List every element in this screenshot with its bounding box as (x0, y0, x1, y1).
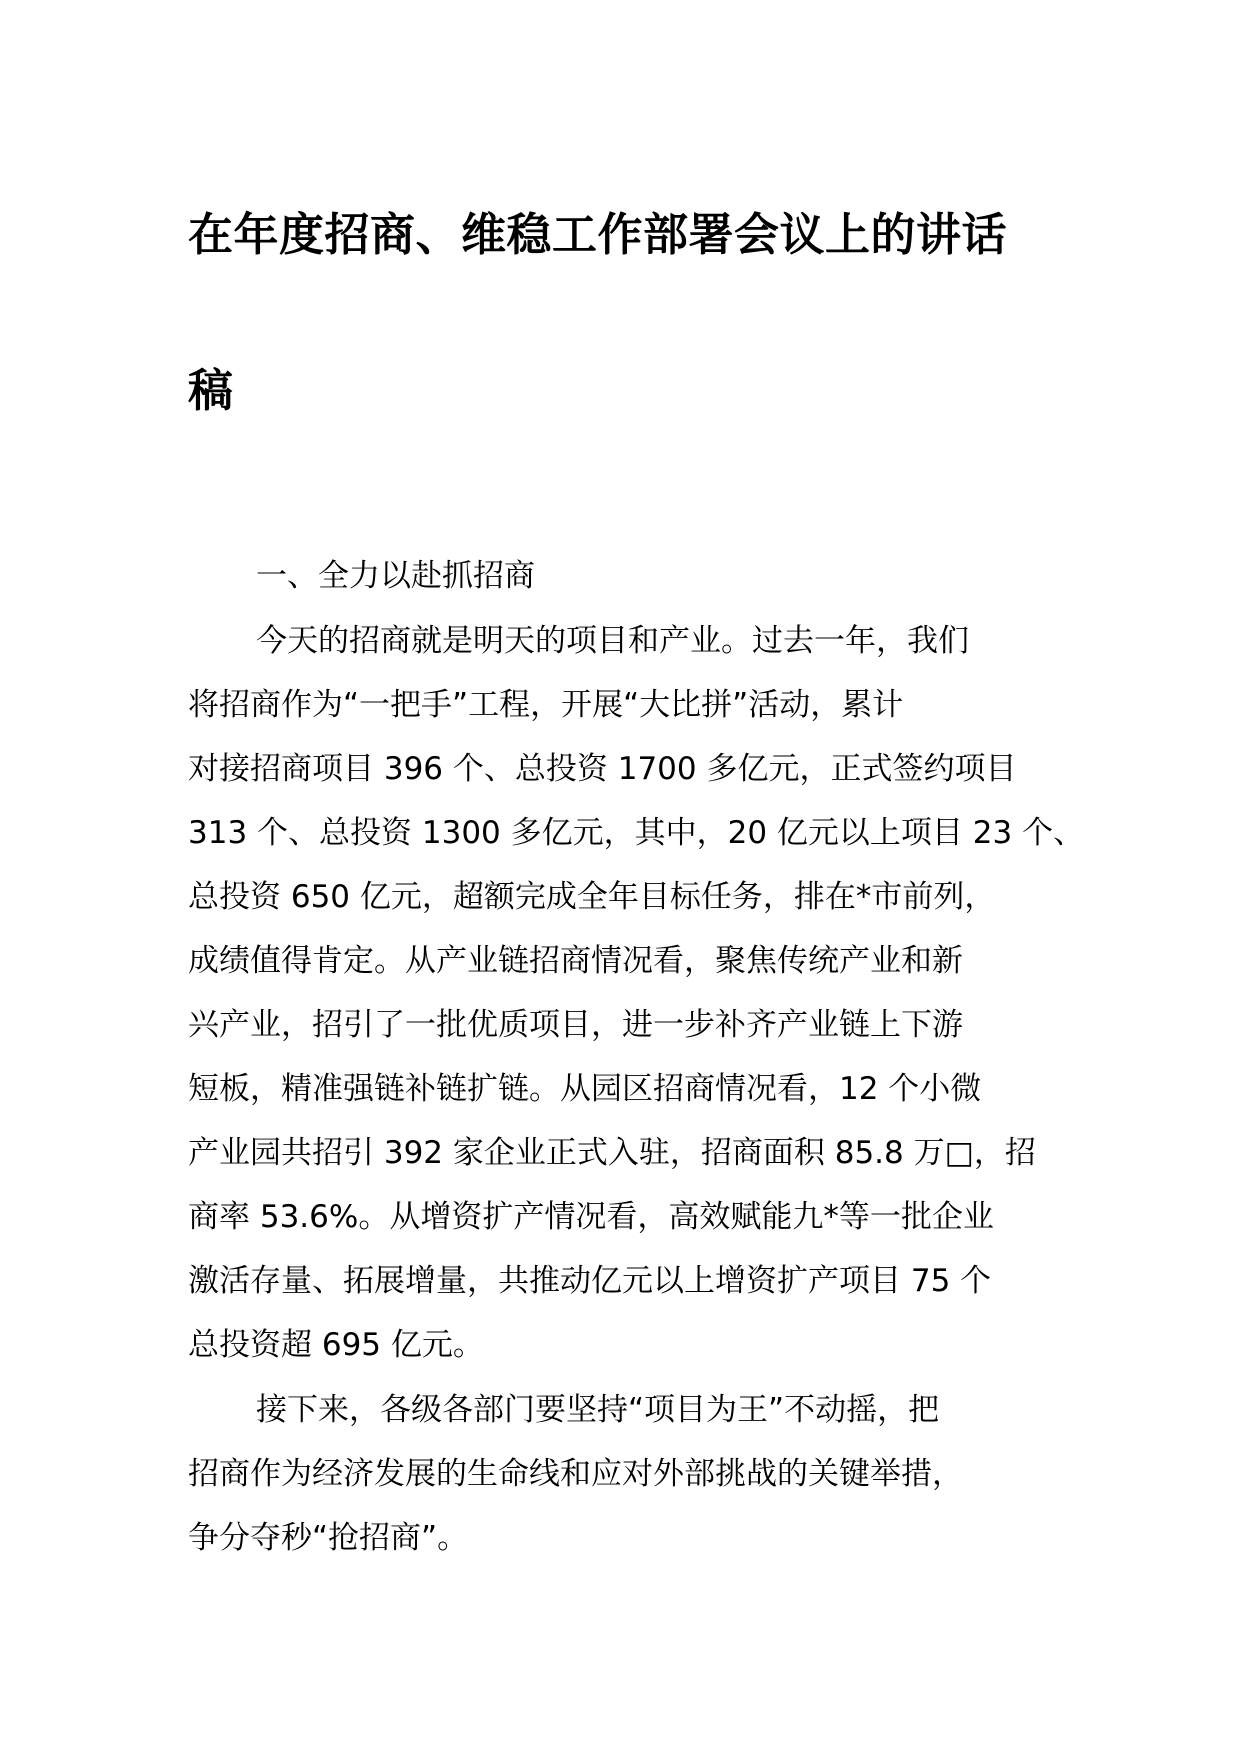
paragraph-1-line-4: 313 个、总投资 1300 多亿元，其中，20 亿元以上项目 23 个、 (188, 815, 1085, 851)
document-title-line-1: 在年度招商、维稳工作部署会议上的讲话 (188, 208, 1008, 261)
paragraph-2-line-3: 争分夺秒“抢招商”。 (188, 1520, 469, 1556)
paragraph-1-line-9: 产业园共招引 392 家企业正式入驻，招商面积 85.8 万□，招 (188, 1135, 1036, 1171)
paragraph-1-line-6: 成绩值得肯定。从产业链招商情况看，聚焦传统产业和新 (188, 943, 963, 979)
paragraph-1-line-3: 对接招商项目 396 个、总投资 1700 多亿元，正式签约项目 (188, 751, 1017, 787)
paragraph-1-line-2: 将招商作为“一把手”工程，开展“大比拼”活动，累计 (188, 687, 904, 723)
document-title-line-2: 稿 (188, 364, 234, 417)
paragraph-1-line-12: 总投资超 695 亿元。 (188, 1327, 484, 1363)
paragraph-1-line-5: 总投资 650 亿元，超额完成全年目标任务，排在*市前列， (188, 879, 996, 915)
paragraph-1-line-7: 兴产业，招引了一批优质项目，进一步补齐产业链上下游 (188, 1007, 963, 1043)
paragraph-1-line-10: 商率 53.6%。从增资扩产情况看，高效赋能九*等一批企业 (188, 1199, 994, 1235)
paragraph-1-line-11: 激活存量、拓展增量，共推动亿元以上增资扩产项目 75 个 (188, 1263, 992, 1299)
paragraph-1-line-8: 短板，精准强链补链扩链。从园区招商情况看，12 个小微 (188, 1071, 982, 1107)
section-heading: 一、全力以赴抓招商 (256, 558, 535, 594)
paragraph-2-line-2: 招商作为经济发展的生命线和应对外部挑战的关键举措， (188, 1456, 963, 1492)
paragraph-1-line-1: 今天的招商就是明天的项目和产业。过去一年，我们 (256, 623, 969, 659)
paragraph-2-line-1: 接下来，各级各部门要坚持“项目为王”不动摇，把 (256, 1392, 940, 1428)
